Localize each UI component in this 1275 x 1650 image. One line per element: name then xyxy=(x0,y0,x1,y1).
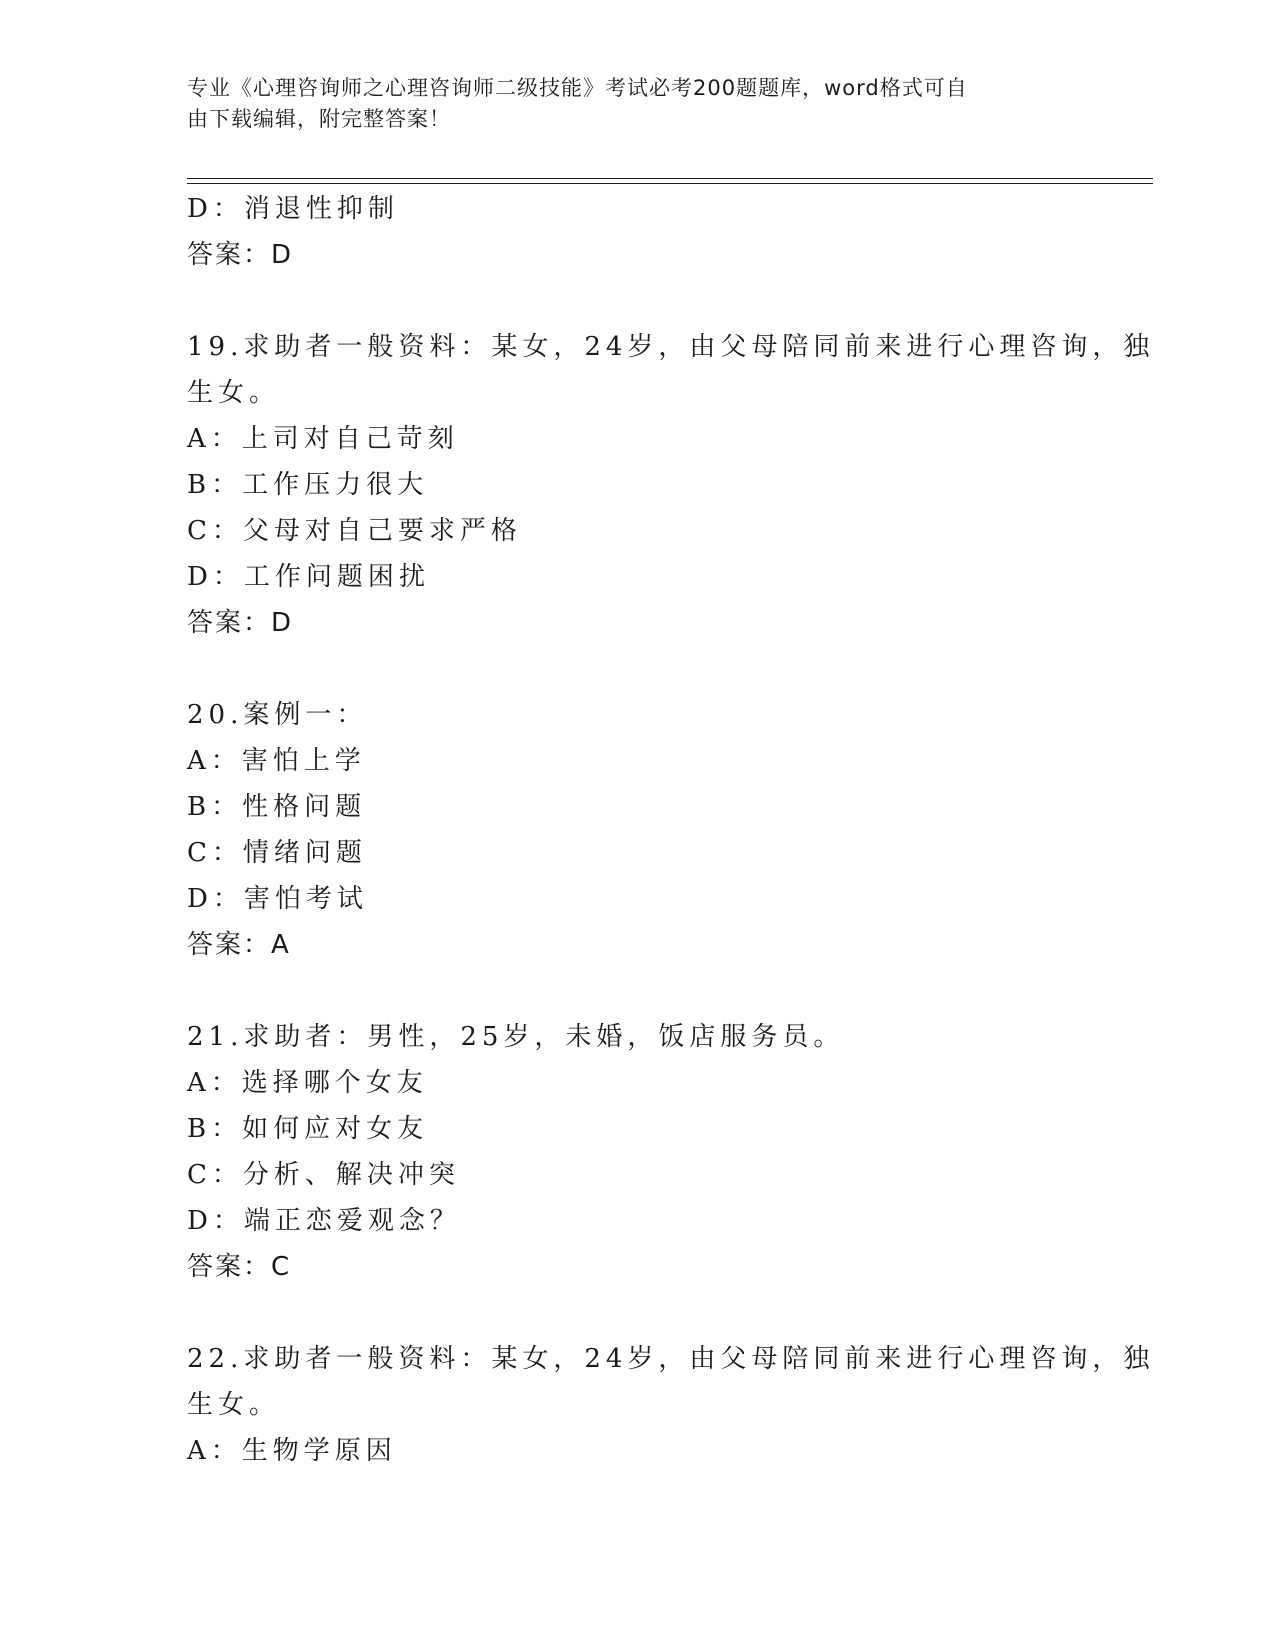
spacer xyxy=(187,968,1087,1014)
option-a: A：害怕上学 xyxy=(187,746,366,776)
spacer xyxy=(187,646,1087,692)
header-divider-bottom xyxy=(187,183,1153,184)
option-b: B：性格问题 xyxy=(187,792,367,822)
question-stem: 20.案例一： xyxy=(187,700,368,730)
question-stem-continued: 生女。 xyxy=(187,378,281,408)
answer-line: 答案：C xyxy=(187,1252,292,1282)
question-stem: 22.求助者一般资料：某女，24岁，由父母陪同前来进行心理咨询，独 xyxy=(187,1344,1155,1374)
question-stem: 21.求助者：男性，25岁，未婚，饭店服务员。 xyxy=(187,1022,845,1052)
option-d: D：工作问题困扰 xyxy=(187,562,430,592)
question-21 xyxy=(187,1014,1087,1290)
option-d: D：害怕考试 xyxy=(187,884,368,914)
question-stem: 19.求助者一般资料：某女，24岁，由父母陪同前来进行心理咨询，独 xyxy=(187,332,1155,362)
option-a: A：选择哪个女友 xyxy=(187,1068,428,1098)
header-line-2: 由下载编辑，附完整答案！ xyxy=(187,107,451,131)
answer-line: 答案：D xyxy=(187,608,294,638)
option-a: A：生物学原因 xyxy=(187,1436,397,1466)
header-line-1: 专业《心理咨询师之心理咨询师二级技能》考试必考200题题库，word格式可自 xyxy=(187,76,968,100)
option-c: C：父母对自己要求严格 xyxy=(187,516,522,546)
spacer xyxy=(187,278,1087,324)
question-19 xyxy=(187,324,1155,646)
option-a: A：上司对自己苛刻 xyxy=(187,424,459,454)
question-22 xyxy=(187,1336,1155,1474)
question-stem-continued: 生女。 xyxy=(187,1390,281,1420)
header-divider-top xyxy=(187,178,1153,179)
option-b: B：如何应对女友 xyxy=(187,1114,429,1144)
answer-line: 答案：D xyxy=(187,240,294,270)
document-header xyxy=(187,73,1067,135)
option-c: C：情绪问题 xyxy=(187,838,367,868)
option-d: D：端正恋爱观念？ xyxy=(187,1206,461,1236)
option-d: D：消退性抑制 xyxy=(187,194,399,224)
question-content xyxy=(187,186,1155,1474)
spacer xyxy=(187,1290,1087,1336)
option-c: C：分析、解决冲突 xyxy=(187,1160,460,1190)
answer-line: 答案：A xyxy=(187,930,291,960)
question-20 xyxy=(187,692,1087,968)
option-b: B：工作压力很大 xyxy=(187,470,429,500)
